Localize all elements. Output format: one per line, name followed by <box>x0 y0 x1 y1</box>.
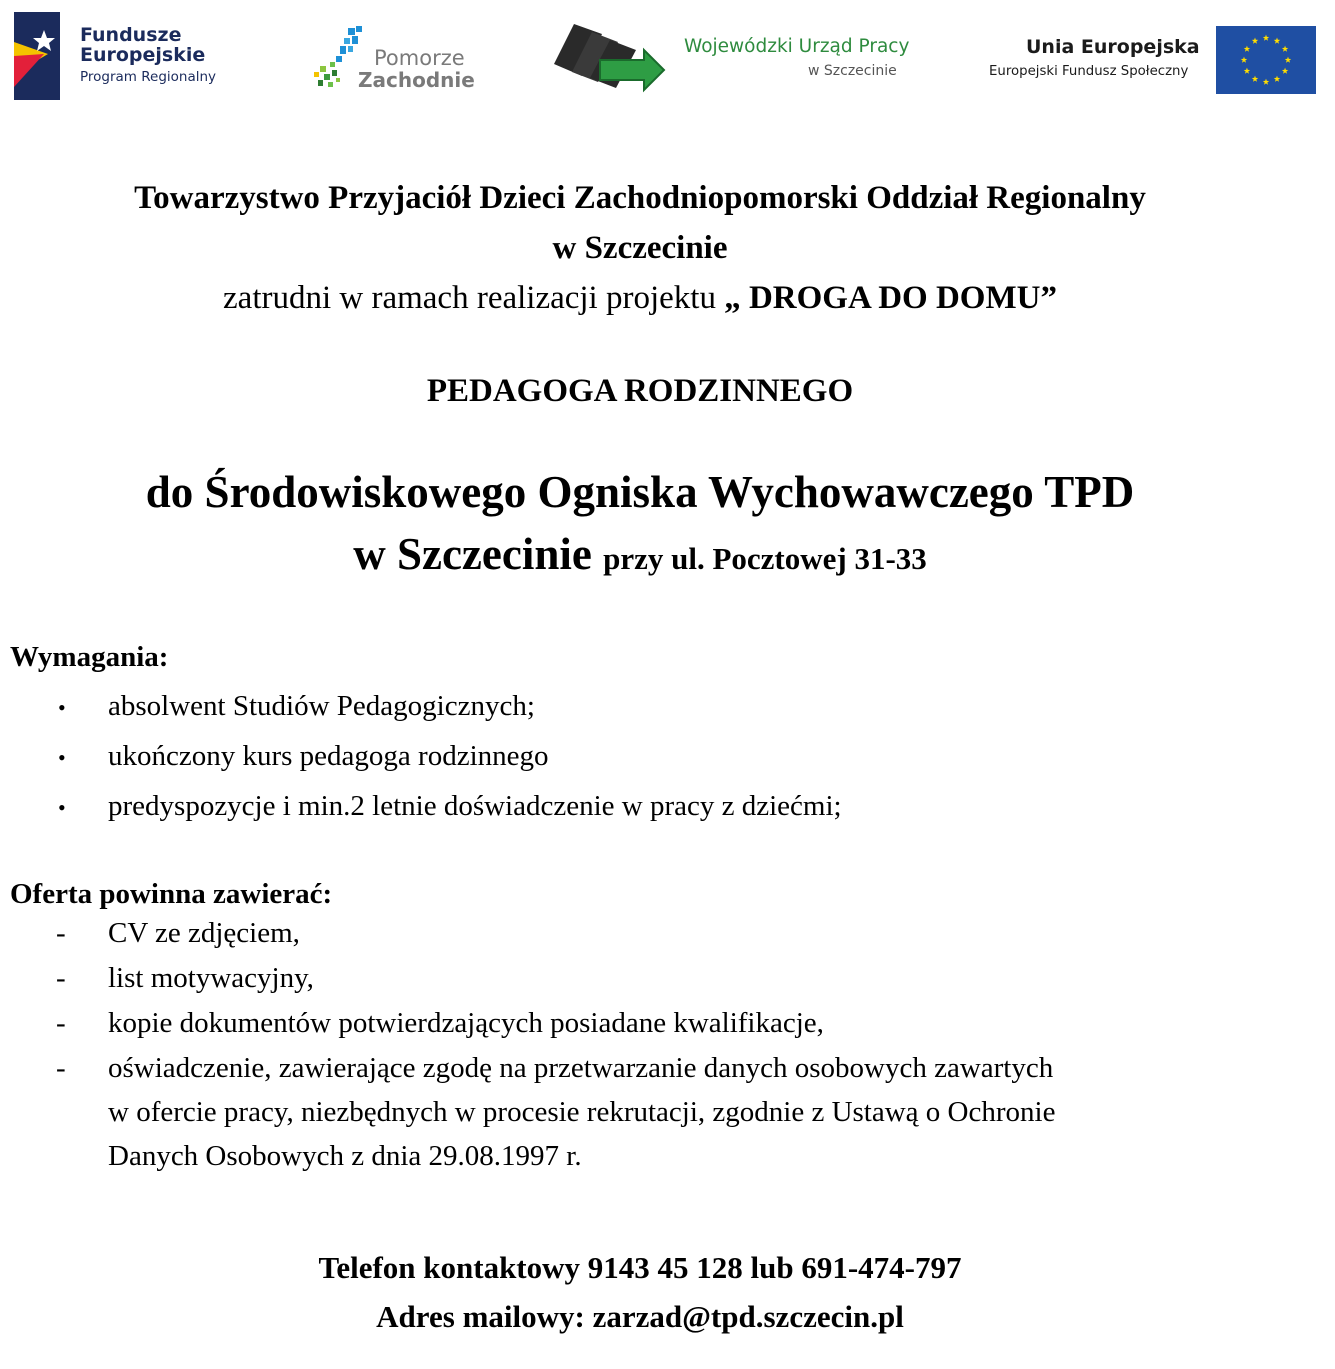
list-item <box>0 1006 1055 1040</box>
workplace-line2 <box>0 528 1280 580</box>
dash-icon: - <box>56 917 66 949</box>
list-item <box>0 690 842 723</box>
workplace-city: w Szczecinie <box>353 529 592 579</box>
dash-icon: - <box>56 1007 66 1039</box>
unia-europejska-logo <box>986 24 1321 96</box>
fundusze-line2: Europejskie <box>80 43 206 66</box>
logo-bar <box>0 0 1335 110</box>
list-item <box>0 740 842 773</box>
requirements-title: Wymagania: <box>10 641 169 673</box>
bullet-icon: • <box>58 745 66 770</box>
wup-line2: w Szczecinie <box>808 63 897 79</box>
fundusze-line3: Program Regionalny <box>80 68 217 85</box>
list-item <box>0 790 842 823</box>
bullet-icon: • <box>58 795 66 820</box>
wup-logo <box>552 20 912 100</box>
project-name: „ DROGA DO DOMU” <box>724 280 1057 316</box>
organization-name: Towarzystwo Przyjaciół Dzieci Zachodniopomorski Oddział Regionalny <box>134 180 1146 216</box>
offer-text-line2: w ofercie pracy, niezbędnych w procesie rekrutacji, zgodnie z Ustawą o Ochronie <box>108 1096 1056 1128</box>
offer-text: kopie dokumentów potwierdzających posiadane kwalifikacje, <box>108 1007 824 1039</box>
position-title: PEDAGOGA RODZINNEGO <box>426 373 854 409</box>
requirement-text: ukończony kurs pedagoga rodzinnego <box>108 740 549 772</box>
workplace-line1: do Środowiskowego Ogniska Wychowawczego TPD <box>145 467 1135 517</box>
offer-text-line1: oświadczenie, zawierające zgodę na przetwarzanie danych osobowych zawartych <box>108 1052 1054 1084</box>
offer-text: CV ze zdjęciem, <box>108 917 300 949</box>
wup-cards-arrow-icon <box>552 20 672 94</box>
offer-title: Oferta powinna zawierać: <box>10 878 333 910</box>
ue-line1: Unia Europejska <box>1026 36 1200 58</box>
workplace-address: przy ul. Pocztowej 31-33 <box>603 541 927 576</box>
dash-icon: - <box>56 962 66 994</box>
contact-email: Adres mailowy: zarzad@tpd.szczecin.pl <box>376 1299 904 1334</box>
project-prefix: zatrudni w ramach realizacji projektu <box>223 280 716 316</box>
dash-icon: - <box>56 1052 66 1084</box>
offer-text-line3: Danych Osobowych z dnia 29.08.1997 r. <box>108 1140 582 1172</box>
offer-text: list motywacyjny, <box>108 962 314 994</box>
project-line <box>0 280 1280 317</box>
contact-phone: Telefon kontaktowy 9143 45 128 lub 691-474-797 <box>318 1250 962 1285</box>
bullet-icon: • <box>58 695 66 720</box>
list-item <box>0 1046 1055 1178</box>
offer-list <box>0 916 1055 1189</box>
organization-city: w Szczecinie <box>552 230 728 266</box>
requirement-text: absolwent Studiów Pedagogicznych; <box>108 690 535 722</box>
ue-line2: Europejski Fundusz Społeczny <box>989 64 1189 79</box>
fundusze-europejskie-emblem-icon <box>14 12 74 102</box>
list-item <box>0 916 1055 950</box>
wup-line1: Wojewódzki Urząd Pracy <box>684 36 910 57</box>
fundusze-europejskie-logo <box>14 12 244 104</box>
fundusze-line1: Fundusze <box>80 24 182 46</box>
requirements-list <box>0 690 842 840</box>
eu-flag-icon <box>1216 26 1316 94</box>
requirement-text: predyspozycje i min.2 letnie doświadczenie w pracy z dziećmi; <box>108 790 842 822</box>
list-item <box>0 961 1055 995</box>
pomorze-line2: Zachodnie <box>358 68 475 92</box>
pomorze-zachodnie-logo <box>312 24 482 96</box>
pomorze-line1: Pomorze <box>374 46 465 70</box>
